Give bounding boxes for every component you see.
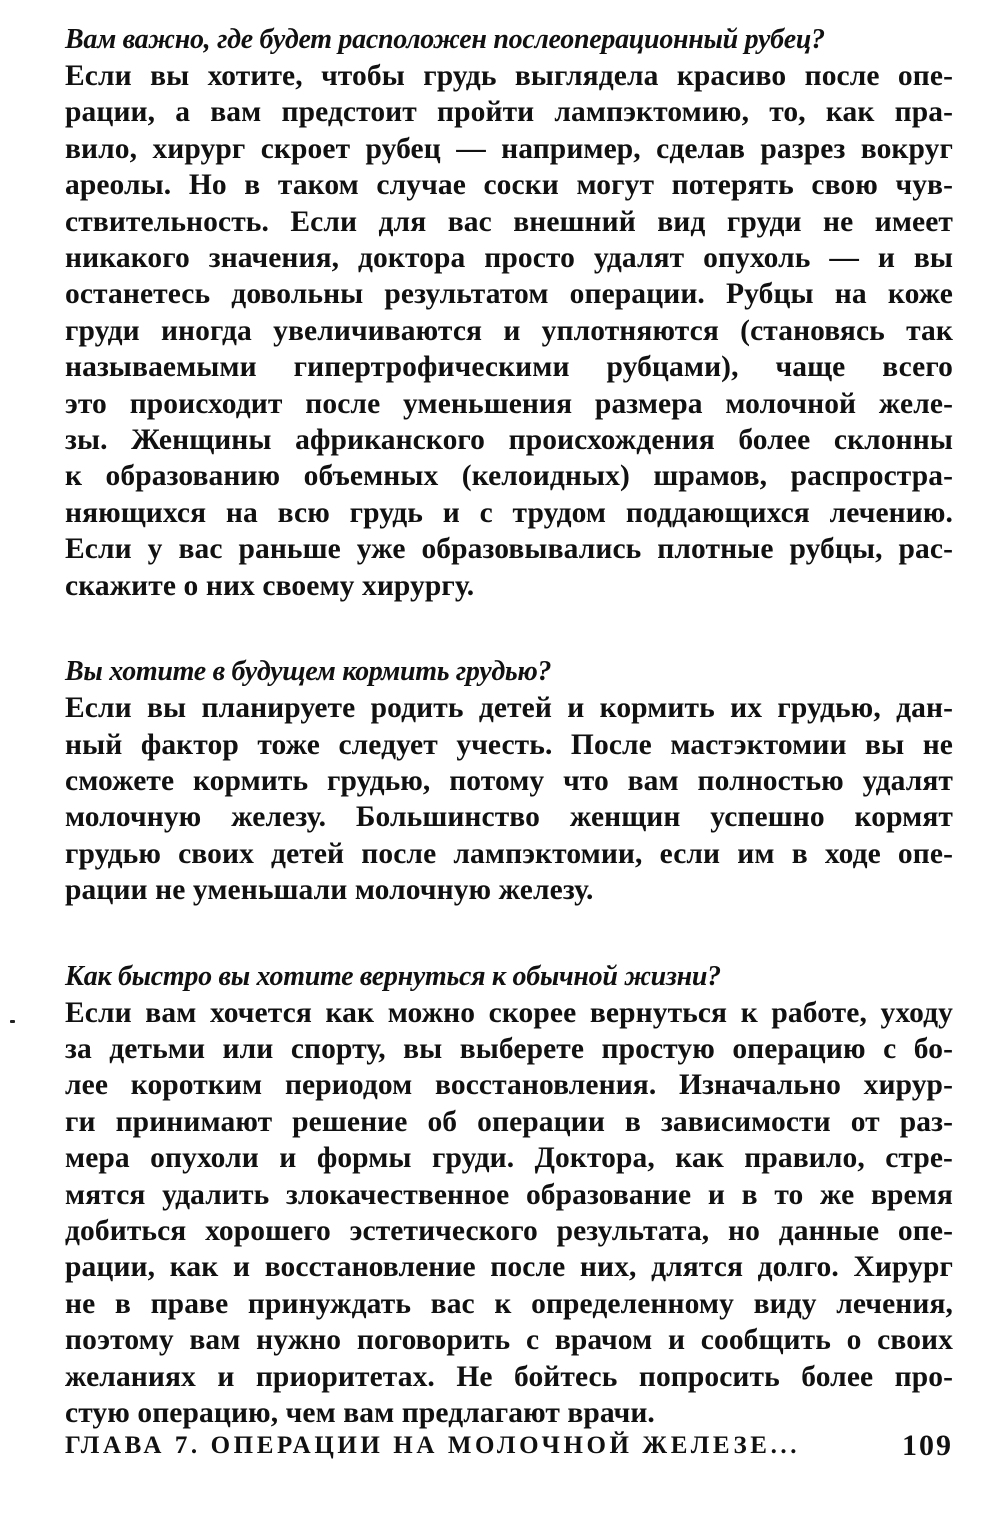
- text-line: стую операцию, чем вам предлагают врачи.: [65, 1397, 655, 1429]
- page-footer: [65, 1428, 953, 1468]
- section-paragraph: [65, 995, 953, 1432]
- text-line: рации, как и восстановление после них, длятся долго. Хирург: [65, 1251, 953, 1284]
- text-line: сможете кормить грудью, потому что вам полностью удалят: [65, 764, 953, 797]
- section-heading: Вы хотите в будущем кормить грудью?: [65, 656, 552, 688]
- page-body: [65, 22, 953, 1431]
- text-line: зы. Женщины африканского происхождения более склонны: [65, 424, 953, 457]
- text-line: груди иногда увеличиваются и уплотняются (становясь так: [65, 314, 953, 347]
- text-line: мятся удалить злокачественное образование и в то же время: [65, 1178, 953, 1211]
- text-line: вило, хирург скроет рубец — например, сделав разрез вокруг: [65, 132, 953, 165]
- text-line: Если у вас раньше уже образовывались плотные рубцы, рас-: [65, 533, 953, 566]
- section-heading: Вам важно, где будет расположен послеоперационный рубец?: [65, 24, 825, 55]
- text-line: за детьми или спорту, вы выберете простую операцию с бо-: [65, 1032, 953, 1065]
- section-paragraph: [65, 690, 953, 908]
- text-line: скажите о них своему хирургу.: [65, 569, 475, 602]
- text-line: называемыми гипертрофическими рубцами), чаще всего: [65, 351, 953, 384]
- text-line: это происходит после уменьшения размера молочной желе-: [65, 387, 953, 420]
- text-line: ги принимают решение об операции в зависимости от раз-: [65, 1105, 953, 1138]
- text-line: ареолы. Но в таком случае соски могут потерять свою чув-: [65, 169, 953, 202]
- text-line: рации не уменьшали молочную железу.: [65, 874, 594, 907]
- text-line: молочную железу. Большинство женщин успешно кормят: [65, 801, 953, 834]
- section: [65, 654, 953, 908]
- text-line: ный фактор тоже следует учесть. После мастэктомии вы не: [65, 728, 953, 761]
- text-line: рации, а вам предстоит пройти лампэктомию, то, как пра-: [65, 96, 953, 129]
- text-line: останетесь довольны результатом операции. Рубцы на коже: [65, 278, 953, 311]
- text-line: к образованию объемных (келоидных) шрамов, распростра-: [65, 460, 953, 493]
- section-paragraph: [65, 58, 953, 604]
- scan-speck: [10, 1020, 15, 1023]
- text-line: добиться хорошего эстетического результата, но данные опе-: [65, 1214, 953, 1247]
- text-line: няющихся на всю грудь и с трудом поддающихся лечению.: [65, 496, 953, 529]
- text-line: желаниях и приоритетах. Не бойтесь попросить более про-: [65, 1360, 953, 1393]
- section-heading: Как быстро вы хотите вернуться к обычной жизни?: [65, 960, 721, 992]
- text-line: поэтому вам нужно поговорить с врачом и сообщить о своих: [65, 1324, 953, 1357]
- text-line: Если вам хочется как можно скорее вернуться к работе, уходу: [65, 996, 953, 1029]
- text-line: никакого значения, доктора просто удалят опухоль — и вы: [65, 242, 953, 275]
- text-line: лее коротким периодом восстановления. Изначально хирур-: [65, 1069, 953, 1102]
- section: [65, 959, 953, 1432]
- text-line: ствительность. Если для вас внешний вид груди не имеет: [65, 205, 953, 238]
- text-line: не в праве принуждать вас к определенному виду лечения,: [65, 1287, 953, 1320]
- running-head: ГЛАВА 7. ОПЕРАЦИИ НА МОЛОЧНОЙ ЖЕЛЕЗЕ...: [65, 1432, 801, 1459]
- page-number: 109: [902, 1429, 953, 1462]
- text-line: Если вы хотите, чтобы грудь выглядела красиво после опе-: [65, 60, 953, 92]
- text-line: мера опухоли и формы груди. Доктора, как правило, стре-: [65, 1142, 953, 1175]
- sections-container: [65, 22, 953, 1431]
- text-line: грудью своих детей после лампэктомии, если им в ходе опе-: [65, 837, 953, 870]
- section: [65, 22, 953, 604]
- text-line: Если вы планируете родить детей и кормить их грудью, дан-: [65, 692, 953, 725]
